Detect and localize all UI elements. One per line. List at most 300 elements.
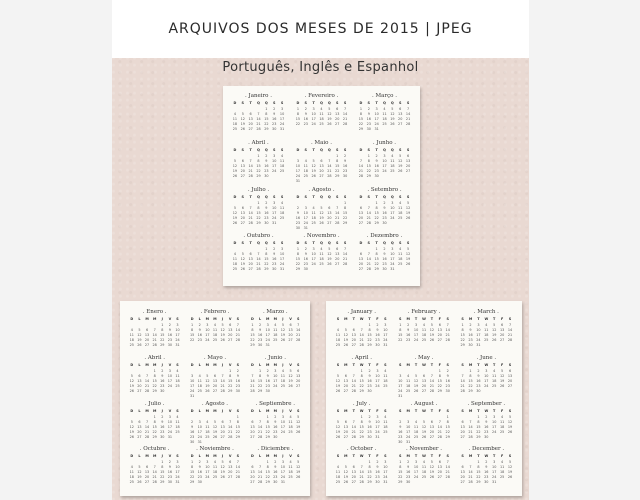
weekday-label: T: [430, 362, 434, 367]
day-number: 8: [161, 465, 164, 470]
month-block: [334, 355, 389, 401]
month-grid: [459, 317, 514, 347]
day-number: 30: [167, 343, 173, 347]
day-number: 28: [359, 480, 364, 485]
day-number: 2: [446, 368, 449, 373]
weekday-label: T: [375, 147, 378, 152]
weekday-label: T: [312, 147, 315, 152]
day-number: 3: [206, 460, 209, 465]
weekday-label: V: [228, 362, 232, 367]
day-number: 18: [232, 262, 238, 267]
day-number: 30: [197, 480, 202, 485]
month-name: . May .: [414, 354, 434, 361]
day-number: 24: [189, 388, 195, 393]
empty-cell: [334, 323, 342, 327]
day-number: 26: [319, 220, 324, 225]
day-number: 20: [319, 168, 324, 173]
weekday-label: T: [352, 317, 355, 321]
day-number: 13: [335, 112, 340, 116]
month-grid: [294, 195, 349, 230]
month-name: . Setembro .: [367, 186, 402, 193]
day-number: 19: [288, 378, 293, 383]
day-number: 6: [508, 368, 512, 373]
day-number: 26: [405, 215, 411, 220]
day-number: 28: [335, 220, 340, 225]
day-number: 25: [205, 434, 210, 439]
weekday-label: M: [213, 408, 217, 413]
day-number: 13: [248, 117, 253, 121]
day-number: 2: [273, 107, 276, 111]
day-number: 19: [129, 383, 134, 388]
day-number: 13: [460, 424, 465, 429]
day-number: 26: [296, 475, 301, 480]
day-number: 30: [468, 343, 473, 347]
day-number: 10: [280, 419, 286, 424]
day-number: 22: [189, 338, 195, 342]
day-number: 16: [406, 333, 411, 337]
day-number: 24: [484, 383, 489, 388]
day-number: 29: [342, 220, 348, 225]
day-number: 19: [507, 424, 513, 429]
day-number: 12: [507, 419, 513, 424]
day-number: 23: [484, 475, 489, 480]
day-number: 18: [421, 470, 427, 475]
month-name: . Febrero .: [200, 309, 230, 315]
day-number: 14: [359, 470, 364, 475]
month-block: [294, 233, 349, 280]
day-number: 13: [144, 333, 150, 337]
day-number: 14: [342, 252, 348, 257]
day-number: 3: [485, 368, 488, 373]
day-number: 9: [407, 328, 410, 332]
weekday-label: Q: [390, 147, 394, 152]
day-number: 14: [342, 112, 348, 116]
day-number: 3: [198, 419, 201, 424]
day-number: 24: [311, 262, 316, 267]
day-number: 28: [220, 388, 225, 393]
empty-cell: [459, 415, 467, 419]
day-number: 5: [138, 465, 141, 470]
day-number: 24: [279, 262, 285, 267]
day-number: 8: [161, 328, 164, 332]
day-number: 2: [368, 414, 371, 419]
day-number: 12: [240, 257, 245, 262]
day-number: 3: [168, 368, 171, 373]
month-name: . Marzo .: [262, 309, 288, 315]
weekday-label: S: [461, 408, 464, 413]
weekday-label: D: [296, 241, 300, 246]
day-number: 1: [265, 247, 268, 252]
weekday-label: S: [296, 317, 300, 321]
day-number: 9: [446, 373, 449, 378]
day-number: 25: [288, 475, 293, 480]
day-number: 27: [248, 127, 253, 131]
day-number: 7: [359, 158, 362, 163]
day-number: 21: [144, 383, 150, 388]
day-number: 12: [327, 252, 332, 257]
day-number: 27: [220, 434, 225, 439]
day-number: 23: [257, 338, 263, 342]
empty-cell: [310, 201, 318, 205]
day-number: 29: [264, 267, 269, 272]
day-number: 15: [374, 257, 379, 262]
day-number: 26: [220, 475, 225, 480]
weekday-label: L: [138, 408, 141, 413]
day-number: 23: [406, 338, 411, 342]
day-number: 4: [383, 107, 386, 111]
day-number: 29: [460, 343, 465, 347]
day-number: 10: [484, 373, 489, 378]
day-number: 16: [382, 210, 387, 215]
day-number: 10: [382, 158, 387, 163]
day-number: 16: [295, 215, 301, 220]
weekday-label: M: [266, 362, 270, 367]
day-number: 13: [296, 373, 301, 378]
day-number: 22: [295, 122, 301, 126]
day-number: 6: [359, 252, 362, 257]
day-number: 1: [375, 247, 378, 252]
day-number: 8: [368, 465, 371, 470]
month-block: [357, 93, 412, 140]
day-number: 10: [375, 373, 380, 378]
day-number: 29: [160, 480, 165, 485]
weekday-label: Q: [257, 147, 260, 152]
day-number: 20: [351, 475, 356, 480]
month-block: [188, 401, 241, 447]
day-number: 26: [507, 475, 513, 480]
empty-cell: [420, 369, 428, 373]
day-number: 28: [358, 173, 364, 178]
empty-cell: [231, 201, 239, 205]
day-number: 21: [445, 333, 450, 337]
day-number: 26: [137, 343, 142, 347]
day-number: 16: [257, 333, 263, 337]
weekday-label: S: [241, 194, 244, 199]
day-number: 21: [256, 262, 261, 267]
day-number: 2: [383, 200, 386, 205]
weekday-label: V: [289, 362, 292, 367]
day-number: 12: [343, 470, 348, 475]
day-number: 22: [476, 475, 481, 480]
weekday-label: W: [359, 362, 364, 367]
day-number: 28: [405, 122, 411, 126]
day-number: 15: [367, 470, 372, 475]
day-number: 3: [376, 414, 379, 419]
empty-cell: [231, 154, 239, 158]
empty-cell: [143, 415, 151, 419]
weekday-label: D: [190, 408, 194, 413]
day-number: 18: [335, 475, 341, 480]
weekday-label: S: [336, 362, 340, 367]
day-number: 28: [507, 338, 513, 342]
day-number: 6: [399, 107, 402, 111]
day-number: 28: [257, 434, 263, 439]
day-number: 10: [167, 419, 173, 424]
weekday-label: S: [508, 454, 512, 459]
empty-cell: [357, 201, 365, 205]
day-number: 29: [437, 388, 442, 393]
day-number: 13: [228, 328, 233, 332]
day-number: 24: [205, 475, 210, 480]
day-number: 14: [235, 328, 240, 332]
weekday-label: S: [236, 317, 240, 321]
day-number: 28: [257, 480, 263, 485]
day-number: 16: [264, 163, 269, 168]
day-number: 26: [343, 343, 348, 347]
weekday-label: T: [249, 241, 252, 246]
day-number: 7: [145, 373, 149, 378]
day-number: 4: [336, 328, 340, 332]
day-number: 14: [359, 333, 364, 337]
weekday-label: J: [161, 408, 163, 413]
page-subtitle: Português, Inglês e Espanhol: [222, 60, 419, 75]
empty-cell: [428, 369, 436, 373]
day-number: 26: [240, 267, 245, 272]
day-number: 13: [248, 257, 253, 262]
weekday-label: T: [249, 194, 252, 199]
day-number: 30: [264, 220, 269, 225]
month-grid: [396, 363, 451, 398]
day-number: 20: [358, 262, 364, 267]
day-number: 23: [445, 383, 450, 388]
day-number: 6: [249, 252, 252, 257]
day-number: 23: [398, 434, 403, 439]
day-number: 11: [311, 210, 316, 215]
day-number: 13: [144, 470, 150, 475]
day-number: 24: [382, 168, 387, 173]
day-number: 23: [367, 383, 372, 388]
day-number: 8: [367, 158, 370, 163]
day-number: 24: [374, 122, 379, 126]
empty-cell: [365, 201, 373, 205]
day-number: 25: [288, 429, 293, 434]
day-number: 17: [413, 470, 419, 475]
day-number: 1: [229, 368, 232, 373]
day-number: 28: [235, 475, 240, 480]
day-number: 21: [445, 470, 450, 475]
day-number: 25: [383, 383, 388, 388]
weekday-label: T: [312, 101, 315, 105]
day-number: 9: [304, 112, 307, 116]
day-number: 19: [343, 475, 348, 480]
day-number: 7: [360, 328, 363, 332]
weekday-label: S: [398, 241, 402, 246]
day-number: 22: [398, 475, 403, 480]
day-number: 15: [152, 378, 157, 383]
day-number: 8: [336, 158, 339, 163]
day-number: 8: [375, 252, 378, 257]
day-number: 11: [319, 252, 324, 257]
day-number: 3: [391, 247, 394, 252]
weekday-label: S: [399, 408, 402, 413]
month-grid: [396, 409, 451, 444]
day-number: 27: [499, 338, 505, 342]
day-number: 25: [311, 220, 316, 225]
day-number: 19: [335, 429, 341, 434]
day-number: 8: [296, 112, 299, 116]
weekday-label: M: [468, 454, 473, 459]
day-number: 21: [235, 470, 240, 475]
day-number: 11: [421, 465, 427, 470]
day-number: 9: [383, 205, 386, 210]
day-number: 14: [437, 424, 442, 429]
day-number: 2: [343, 153, 347, 158]
weekday-label: D: [296, 101, 300, 105]
day-number: 7: [343, 247, 347, 252]
day-number: 12: [499, 373, 505, 378]
weekday-label: T: [249, 101, 252, 105]
day-number: 13: [228, 465, 233, 470]
day-number: 14: [460, 378, 465, 383]
day-number: 9: [236, 373, 239, 378]
empty-cell: [247, 201, 255, 205]
day-number: 7: [430, 373, 433, 378]
day-number: 3: [281, 414, 285, 419]
day-number: 10: [205, 465, 210, 470]
empty-cell: [128, 369, 136, 373]
day-number: 31: [189, 393, 195, 398]
day-number: 16: [476, 378, 481, 383]
month-block: [128, 401, 181, 447]
day-number: 7: [249, 205, 252, 210]
day-number: 27: [343, 388, 348, 393]
day-number: 31: [375, 434, 380, 439]
day-number: 2: [368, 368, 371, 373]
day-number: 16: [366, 117, 371, 121]
day-number: 25: [273, 338, 278, 342]
day-number: 12: [405, 205, 411, 210]
day-number: 10: [279, 252, 285, 257]
day-number: 9: [399, 424, 402, 429]
day-number: 6: [430, 419, 433, 424]
day-number: 15: [398, 470, 403, 475]
day-number: 17: [374, 117, 379, 121]
day-number: 7: [352, 373, 355, 378]
weekday-label: M: [406, 408, 410, 413]
day-number: 1: [296, 107, 299, 111]
weekday-label: J: [282, 362, 284, 367]
day-number: 19: [319, 215, 324, 220]
day-number: 18: [319, 257, 324, 262]
day-number: 16: [273, 470, 278, 475]
day-number: 22: [235, 429, 240, 434]
day-number: 14: [351, 424, 356, 429]
day-number: 10: [189, 378, 195, 383]
weekday-label: M: [145, 362, 149, 367]
day-number: 27: [240, 173, 245, 178]
day-number: 1: [360, 414, 363, 419]
day-number: 9: [273, 112, 276, 116]
weekday-label: D: [233, 241, 237, 246]
day-number: 7: [406, 107, 410, 111]
day-number: 12: [220, 465, 225, 470]
day-number: 8: [257, 205, 260, 210]
day-number: 22: [160, 475, 165, 480]
day-number: 6: [251, 419, 254, 424]
day-number: 26: [492, 338, 497, 342]
day-number: 24: [272, 215, 277, 220]
day-number: 9: [198, 465, 201, 470]
day-number: 9: [274, 465, 277, 470]
weekday-label: S: [335, 101, 339, 105]
weekday-label: T: [368, 408, 371, 413]
day-number: 17: [205, 333, 210, 337]
day-number: 5: [241, 112, 244, 116]
weekday-label: L: [198, 362, 201, 367]
day-number: 14: [405, 112, 411, 116]
day-number: 5: [336, 419, 340, 424]
day-number: 7: [367, 252, 370, 257]
day-number: 19: [398, 163, 403, 168]
day-number: 30: [366, 127, 371, 131]
day-number: 29: [152, 388, 157, 393]
day-number: 14: [335, 210, 340, 215]
day-number: 10: [272, 205, 277, 210]
day-number: 13: [405, 158, 411, 163]
weekday-label: T: [493, 454, 496, 459]
day-number: 30: [398, 439, 403, 444]
day-number: 28: [327, 173, 332, 178]
day-number: 21: [248, 168, 253, 173]
day-number: 27: [144, 480, 150, 485]
weekday-label: J: [161, 317, 163, 321]
day-number: 14: [468, 470, 473, 475]
day-number: 11: [413, 424, 419, 429]
day-number: 23: [189, 434, 195, 439]
day-number: 2: [477, 368, 480, 373]
day-number: 20: [351, 338, 356, 342]
weekday-label: V: [228, 454, 232, 459]
day-number: 27: [144, 343, 150, 347]
day-number: 17: [205, 470, 210, 475]
day-number: 29: [366, 173, 371, 178]
empty-cell: [294, 201, 302, 205]
empty-cell: [350, 415, 358, 419]
day-number: 31: [383, 343, 388, 347]
day-number: 5: [344, 465, 347, 470]
day-number: 3: [414, 460, 418, 465]
day-number: 29: [265, 434, 270, 439]
day-number: 11: [232, 117, 238, 121]
weekday-label: T: [493, 408, 496, 413]
day-number: 17: [492, 424, 497, 429]
weekday-label: V: [168, 362, 172, 367]
weekday-label: Q: [327, 101, 331, 105]
day-number: 16: [160, 424, 165, 429]
day-number: 19: [327, 257, 332, 262]
empty-cell: [357, 154, 365, 158]
day-number: 30: [484, 480, 489, 485]
day-number: 6: [461, 419, 464, 424]
day-number: 2: [399, 419, 402, 424]
day-number: 11: [383, 419, 388, 424]
day-number: 4: [233, 252, 236, 257]
month-grid: [231, 195, 286, 225]
day-number: 13: [358, 257, 364, 262]
month-block: [396, 401, 451, 447]
weekday-label: D: [359, 101, 363, 105]
day-number: 26: [220, 338, 225, 342]
day-number: 10: [167, 373, 173, 378]
day-number: 23: [160, 383, 165, 388]
weekday-label: V: [289, 317, 292, 321]
weekday-label: Q: [320, 101, 323, 105]
day-number: 19: [390, 117, 395, 121]
day-number: 27: [460, 434, 465, 439]
weekday-label: T: [368, 454, 371, 459]
weekday-label: S: [296, 454, 300, 459]
day-number: 20: [288, 333, 293, 337]
